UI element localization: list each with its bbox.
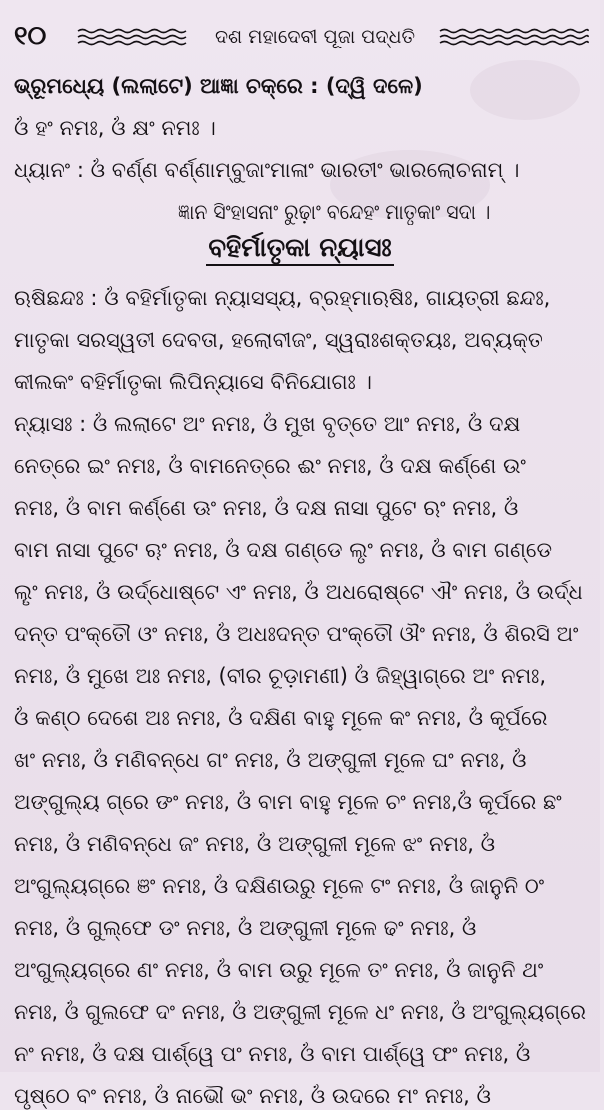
- body-line: ଅଂଗୁଲ୍ୟଗ୍ରେ ଣଂ ନମଃ, ଓଁ ବାମ ଉରୁ ମୂଳେ ତଂ ନମଃ, ଓଁ ଜାନୁନି ଥଂ: [14, 958, 544, 982]
- dhyana-line: ଧ୍ୟାନଂ : ଓଁ ବର୍ଣ୍ଣ ବର୍ଣ୍ଣାମ୍ବୁଜାଂମାଳାଂ ଭାରତୀଂ ଭାରଲୋଚନାମ୍ ।: [14, 158, 520, 182]
- ajna-chakra-heading-line: ଭ୍ରୂମଧ୍ୟେ (ଲଲାଟେ) ଆଜ୍ଞା ଚକ୍ରେ : (ଦ୍ୱି ଦଳେ): [14, 74, 423, 98]
- body-line: ନମଃ, ଓଁ ଗୁଲ୍ଫେ ଡଂ ନମଃ, ଓଁ ଅଙ୍ଗୁଳୀ ମୂଳେ ଢଂ ନମଃ, ଓଁ: [14, 916, 477, 940]
- decorative-wavy-rule-left: [78, 26, 186, 48]
- body-line: ଖଂ ନମଃ, ଓଁ ମଣିବନ୍ଧେ ଗଂ ନମଃ, ଓଁ ଅଙ୍ଗୁଳୀ ମୂଳେ ଘଂ ନମଃ, ଓଁ: [14, 748, 527, 772]
- body-line: ନମଃ, ଓଁ ମୁଖେ ଅଃ ନମଃ, (ବୀର ଚୂଡ଼ାମଣୀ) ଓଁ ଜିହ୍ୱାଗ୍ରେ ଅଂ ନମଃ,: [14, 664, 547, 688]
- running-title: ଦଶ ମହାଦେବୀ ପୂଜା ପଦ୍ଧତି: [214, 26, 415, 48]
- body-line: ଅଂଗୁଲ୍ୟଗ୍ରେ ଞଂ ନମଃ, ଓଁ ଦକ୍ଷିଣଉରୁ ମୂଳେ ଟଂ ନମଃ, ଓଁ ଜାନୁନି ଠଂ: [14, 874, 545, 898]
- body-line: ନମଃ, ଓଁ ମଣିବନ୍ଧେ ଜଂ ନମଃ, ଓଁ ଅଙ୍ଗୁଳୀ ମୂଳେ ଝଂ ନମଃ, ଓଁ: [14, 832, 496, 856]
- body-line: ନ୍ୟାସଃ : ଓଁ ଲଲାଟେ ଅଂ ନମଃ, ଓଁ ମୁଖ ବୃତ୍ତେ ଆଂ ନମଃ, ଓଁ ଦକ୍ଷ: [14, 412, 521, 436]
- body-line: ଓଁ କଣ୍ଠ ଦେଶେ ଅଃ ନମଃ, ଓଁ ଦକ୍ଷିଣ ବାହୁ ମୂଳେ କଂ ନମଃ, ଓଁ କୂର୍ପରେ: [14, 706, 548, 730]
- bleed-through-smudge: [470, 60, 580, 120]
- running-header: [0, 14, 600, 54]
- page-number: ୧୦: [14, 21, 47, 51]
- body-line: ନଂ ନମଃ, ଓଁ ଦକ୍ଷ ପାର୍ଶ୍ୱେ ପଂ ନମଃ, ଓଁ ବାମ ପାର୍ଶ୍ୱେ ଫଂ ନମଃ, ଓଁ: [14, 1042, 531, 1066]
- dhyana-line-continued: ଜ୍ଞାନ ସିଂହାସନାଂ ରୁଢ଼ାଂ ବନ୍ଦେହଂ ମାତୃକାଂ ସଦା ।: [177, 200, 491, 224]
- decorative-wavy-rule-right: [440, 26, 588, 48]
- body-line: ପୃଷ୍ଠେ ବଂ ନମଃ, ଓଁ ନାଭୌ ଭଂ ନମଃ, ଓଁ ଉଦରେ ମଂ ନମଃ, ଓଁ: [14, 1084, 491, 1108]
- body-line: ମାତୃକା ସରସ୍ୱତୀ ଦେବତା, ହଲୋବୀଜଂ, ସ୍ୱରାଃଶକ୍ତୟଃ, ଅବ୍ୟକ୍ତ: [14, 328, 543, 352]
- body-line: ବାମ ନାସା ପୁଟେ ୠଂ ନମଃ, ଓଁ ଦକ୍ଷ ଗଣ୍ଡେ ଲୃଂ ନମଃ, ଓଁ ବାମ ଗଣ୍ଡେ: [14, 538, 553, 562]
- body-line: ଲୄଂ ନମଃ, ଓଁ ଉର୍ଦ୍ଧୋଷ୍ଟେ ଏଂ ନମଃ, ଓଁ ଅଧରୋଷ୍ଟେ ଐଂ ନମଃ, ଓଁ ଉର୍ଦ୍ଧ: [14, 580, 583, 604]
- section-heading-wrap: [0, 232, 600, 266]
- body-line: ନମଃ, ଓଁ ଗୁଲଫେ ଦଂ ନମଃ, ଓଁ ଅଙ୍ଗୁଳୀ ମୂଳେ ଧଂ ନମଃ, ଓଁ ଅଂଗୁଲ୍ୟଗ୍ରେ: [14, 1000, 586, 1024]
- body-line: ଦନ୍ତ ପଂକ୍ତୌ ଓଂ ନମଃ, ଓଁ ଅଧଃଦନ୍ତ ପଂକ୍ତୌ ଔଂ ନମଃ, ଓଁ ଶିରସି ଅଂ: [14, 622, 579, 646]
- body-line: କୀଲକଂ ବହିର୍ମାତୃକା ଲିପିନ୍ୟାସେ ବିନିଯୋଗଃ ।: [14, 370, 372, 394]
- body-line: ଅଙ୍ଗୁଲ୍ୟ ଗ୍ରେ ଙଂ ନମଃ, ଓଁ ବାମ ବାହୁ ମୂଳେ ଚଂ ନମଃ,ଓଁ କୂର୍ପରେ ଛଂ: [14, 790, 562, 814]
- section-heading: ବହିର୍ମାତୃକା ନ୍ୟାସଃ: [206, 232, 393, 266]
- body-line: ନମଃ, ଓଁ ବାମ କର୍ଣ୍ଣେ ଊଂ ନମଃ, ଓଁ ଦକ୍ଷ ନାସା ପୁଟେ ଋଂ ନମଃ, ଓଁ: [14, 496, 519, 520]
- mantra-line: ଓଁ ହଂ ନମଃ, ଓଁ କ୍ଷଂ ନମଃ ।: [14, 116, 216, 140]
- body-line: ଋଷିଛନ୍ଦଃ : ଓଁ ବହିର୍ମାତୃକା ନ୍ୟାସସ୍ୟ, ବ୍ରହ୍ମାଋଷିଃ, ଗାୟତ୍ରୀ ଛନ୍ଦଃ,: [14, 286, 551, 310]
- body-line: ନେତ୍ରେ ଇଂ ନମଃ, ଓଁ ବାମନେତ୍ରେ ଈଂ ନମଃ, ଓଁ ଦକ୍ଷ କର୍ଣ୍ଣେ ଉଂ: [14, 454, 526, 478]
